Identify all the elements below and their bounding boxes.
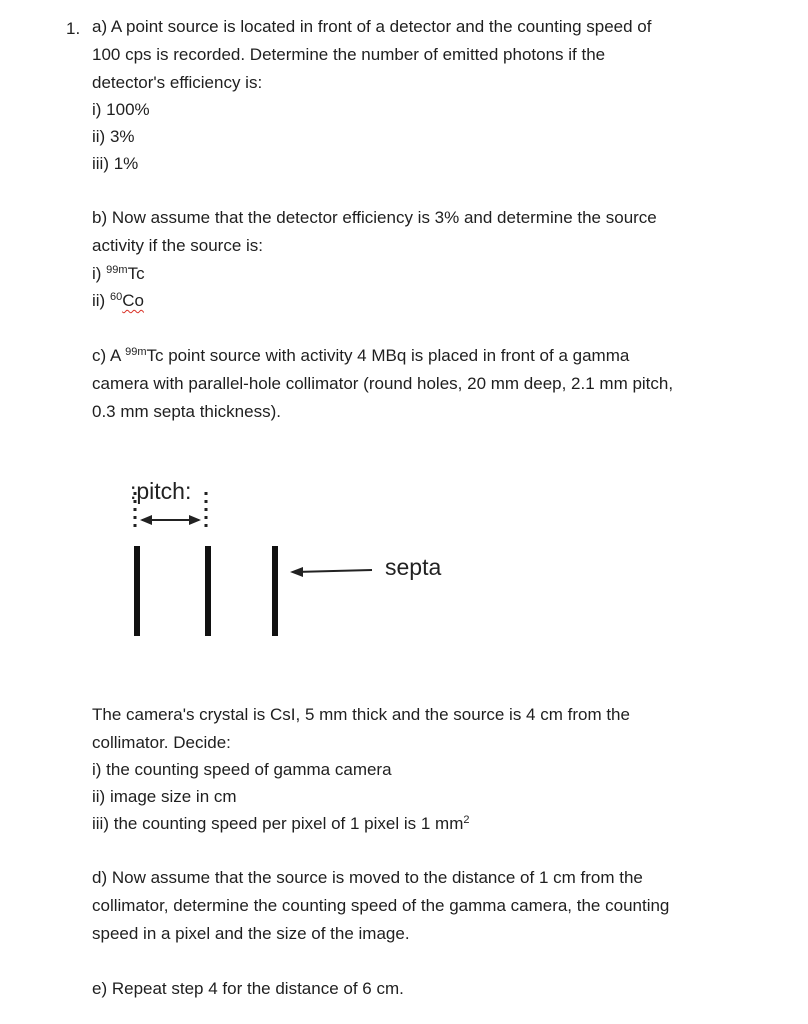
part-b-line-2: activity if the source is: <box>92 236 264 255</box>
crystal-option-2: ii) image size in cm <box>92 787 237 806</box>
part-d-line-1: d) Now assume that the source is moved to the distance of 1 cm from the <box>92 868 643 887</box>
isotope-mass-60: 60 <box>109 291 123 303</box>
part-c-prefix: c) A <box>92 346 126 365</box>
septum-1 <box>134 546 140 636</box>
crystal-option-3-text: iii) the counting speed per pixel of 1 pixel is 1 mm <box>92 814 464 833</box>
part-e-line: e) Repeat step 4 for the distance of 6 cm. <box>92 979 404 998</box>
part-a-option-3: iii) 1% <box>92 154 139 173</box>
septum-2 <box>205 546 211 636</box>
part-a-line-3: detector's efficiency is: <box>92 73 263 92</box>
crystal-line-2: collimator. Decide: <box>92 733 231 752</box>
isotope-mass-99m: 99m <box>106 264 128 276</box>
part-d-line-2: collimator, determine the counting speed of the gamma camera, the counting <box>92 896 670 915</box>
part-a-option-2: ii) 3% <box>92 127 135 146</box>
collimator-diagram <box>110 470 470 650</box>
part-b-line-1: b) Now assume that the detector efficiency is 3% and determine the source <box>92 208 657 227</box>
pitch-label-text: pitch <box>136 478 185 504</box>
septa-arrow-head <box>290 567 303 577</box>
part-c-line-1 <box>92 344 629 368</box>
part-b-option-1 <box>92 262 145 286</box>
question-number: 1. <box>66 19 81 38</box>
crystal-option-3 <box>92 812 469 836</box>
part-a-line-1: a) A point source is located in front of a detector and the counting speed of <box>92 17 652 36</box>
part-a-line-2: 100 cps is recorded. Determine the number of emitted photons if the <box>92 45 606 64</box>
unit-exponent: 2 <box>463 814 470 826</box>
septa-arrow-line <box>295 570 372 572</box>
part-b-option-2 <box>92 289 144 313</box>
part-a-option-1: i) 100% <box>92 100 150 119</box>
part-c-isotope-mass: 99m <box>125 346 147 358</box>
pitch-label: :pitch: <box>130 478 192 504</box>
pitch-arrow-right-head <box>189 515 201 525</box>
part-c-rest: Tc point source with activity 4 MBq is placed in front of a gamma <box>146 346 630 365</box>
septa-label: septa <box>385 554 442 580</box>
part-c-line-3: 0.3 mm septa thickness). <box>92 402 281 421</box>
part-d-line-3: speed in a pixel and the size of the image. <box>92 924 410 943</box>
crystal-line-1: The camera's crystal is CsI, 5 mm thick and the source is 4 cm from the <box>92 705 630 724</box>
element-tc: Tc <box>127 264 145 283</box>
part-c-line-2: camera with parallel-hole collimator (round holes, 20 mm deep, 2.1 mm pitch, <box>92 374 674 393</box>
element-co: Co <box>122 291 144 310</box>
part-b-option-1-prefix: i) <box>92 264 107 283</box>
crystal-option-1: i) the counting speed of gamma camera <box>92 760 392 779</box>
septum-3 <box>272 546 278 636</box>
part-b-option-2-prefix: ii) <box>92 291 110 310</box>
pitch-arrow-left-head <box>140 515 152 525</box>
